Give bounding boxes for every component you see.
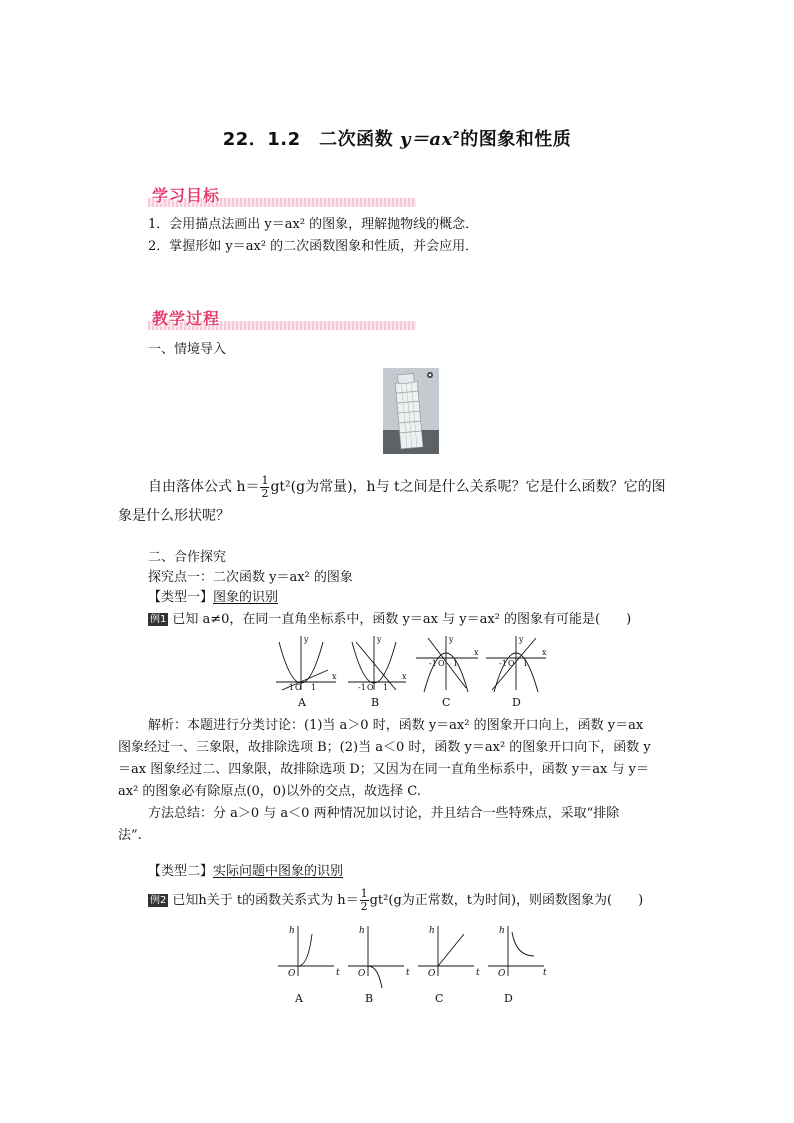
axis-label: x — [474, 648, 479, 657]
free-fall-question — [148, 470, 666, 504]
axis-label: O — [367, 683, 374, 692]
section-heading: 一、情境导入 — [148, 342, 227, 357]
example-badge: 例1 — [150, 614, 167, 625]
axis-label: -1 — [429, 659, 437, 668]
axis-label: -1 — [286, 683, 294, 692]
method-summary: 方法总结：分 a＞0 与 a＜0 两种情况加以讨论，并且结合一些特殊点，采取“排除 — [148, 806, 620, 821]
question-text: 自由落体公式 h＝ — [148, 479, 260, 495]
solution-line: ax² 的图象必有除原点(0，0)以外的交点，故选择 C. — [118, 784, 421, 799]
method-summary: 法”. — [118, 828, 142, 843]
axis-label: h — [359, 926, 365, 936]
process-banner-label: 教学过程 — [152, 309, 221, 328]
example2-graphs — [272, 920, 552, 1008]
axis-label: t — [476, 968, 480, 978]
page-title — [0, 125, 794, 151]
example-text: 已知h关于 t的函数关系式为 h＝ — [172, 893, 359, 908]
solution-line: 解析：本题进行分类讨论：(1)当 a＞0 时，函数 y＝ax² 的图象开口向上，函数 y＝ax — [148, 718, 644, 733]
title-prefix: 22．1.2 二次函数 — [222, 129, 400, 150]
solution-line: ＝ax 图象经过二、四象限，故排除选项 D；又因为在同一直角坐标系中，函数 y＝ax 与 y＝ — [118, 762, 649, 777]
option-label: C — [442, 696, 451, 709]
goal-item: 2．掌握形如 y＝ax² 的二次函数图象和性质，并会应用． — [148, 239, 479, 254]
type-title: 实际问题中图象的识别 — [213, 864, 344, 879]
graph-a — [276, 636, 336, 690]
axis-label: -1 — [499, 659, 507, 668]
axis-label: y — [377, 635, 382, 644]
fraction-numerator: 1 — [261, 473, 269, 487]
axis-label: O — [438, 659, 445, 668]
option-label: D — [512, 696, 521, 709]
axis-label: 1 — [453, 659, 459, 668]
solution-line: 图象经过一、三象限，故排除选项 B；(2)当 a＜0 时，函数 y＝ax² 的图象开口向下，函数 y — [118, 740, 651, 755]
example-text: gt²(g为正常数，t为时间)，则函数图象为( ) — [369, 893, 644, 908]
axis-label: y — [449, 635, 454, 644]
title-suffix: 的图象和性质 — [460, 129, 572, 150]
axis-label: y — [304, 635, 309, 644]
axis-label: h — [429, 926, 435, 936]
axis-label: O — [498, 969, 506, 979]
axis-label: O — [358, 969, 366, 979]
fraction — [260, 475, 269, 500]
goal-item: 1．会用描点法画出 y＝ax² 的图象，理解抛物线的概念． — [148, 217, 479, 232]
type-title: 图象的识别 — [213, 590, 279, 605]
exploration-point: 探究点一：二次函数 y＝ax² 的图象 — [148, 570, 353, 585]
type2-heading — [148, 862, 343, 882]
example1 — [148, 610, 631, 630]
goals-banner-label: 学习目标 — [152, 186, 221, 205]
type-prefix: 【类型一】 — [148, 590, 214, 605]
title-formula: y＝ax — [399, 129, 453, 150]
axis-label: O — [508, 659, 515, 668]
axis-label: x — [332, 672, 337, 681]
fraction-denominator: 2 — [261, 486, 269, 500]
axis-label: 1 — [523, 659, 529, 668]
leaning-tower-image — [383, 368, 439, 454]
axis-label: -1 — [358, 683, 366, 692]
graph-b — [348, 926, 404, 988]
example1-graphs — [270, 632, 550, 710]
axis-label: O — [295, 683, 302, 692]
axis-label: t — [406, 968, 410, 978]
option-label: B — [371, 696, 380, 709]
axis-label: x — [542, 648, 547, 657]
option-label: A — [298, 696, 306, 709]
axis-label: O — [428, 969, 436, 979]
option-label: D — [504, 992, 513, 1005]
tower-drawing — [383, 368, 439, 454]
fraction — [360, 888, 369, 913]
axis-label: 1 — [311, 683, 317, 692]
graph-c — [418, 926, 474, 976]
section-heading: 二、合作探究 — [148, 550, 227, 565]
question-text-continued: 象是什么形状呢？ — [118, 508, 230, 524]
axis-label: x — [402, 672, 407, 681]
axis-label: h — [289, 926, 295, 936]
axis-label: t — [336, 968, 340, 978]
example-badge: 例2 — [150, 895, 167, 906]
option-label: B — [365, 992, 374, 1005]
graph-a — [278, 926, 334, 976]
type-prefix: 【类型二】 — [148, 864, 214, 879]
graph-d — [488, 926, 544, 976]
graph-b — [348, 636, 406, 690]
example-text: 已知 a≠0，在同一直角坐标系中，函数 y＝ax 与 y＝ax² 的图象有可能是( ) — [172, 612, 632, 627]
axis-label: O — [288, 969, 296, 979]
axis-label: t — [543, 968, 547, 978]
process-banner — [148, 306, 416, 332]
option-label: A — [295, 992, 303, 1005]
option-label: C — [435, 992, 444, 1005]
title-exponent: 2 — [452, 130, 461, 141]
question-text: gt²(g为常量)，h与 t之间是什么关系呢？它是什么函数？它的图 — [270, 479, 666, 495]
fraction-numerator: 1 — [360, 887, 368, 900]
axis-label: y — [519, 635, 524, 644]
graph-d — [486, 636, 546, 692]
axis-label: h — [499, 926, 505, 936]
graph-c — [416, 636, 478, 692]
fraction-denominator: 2 — [360, 900, 368, 913]
axis-label: 1 — [383, 683, 389, 692]
goals-banner — [148, 183, 416, 209]
type1-heading — [148, 588, 278, 608]
example2 — [148, 886, 643, 916]
